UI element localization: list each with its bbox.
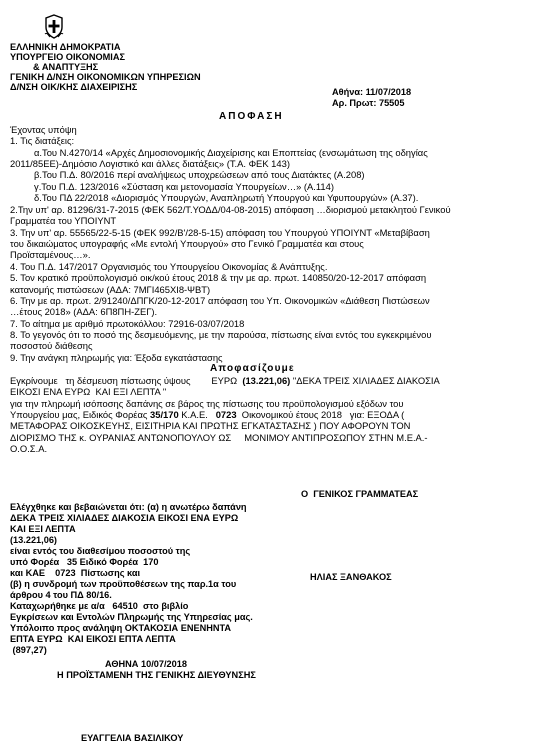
decision-kae-label: Κ.Α.Ε. (178, 409, 216, 420)
header-date: Αθήνα: 11/07/2018 (332, 87, 412, 97)
verification-balance-amount: (897,27) (10, 645, 47, 655)
verification-line-2: ΔΕΚΑ ΤΡΕΙΣ ΧΙΛΙΑΔΕΣ ΔΙΑΚΟΣΙΑ ΕΙΚΟΣΙ ΕΝΑ ΕΥΡΩ (10, 513, 239, 523)
item-2-line2: Γραμματέα του ΥΠΟΙΥΝΤ (10, 215, 117, 226)
considering-heading: Έχοντας υπόψη (10, 124, 77, 135)
decision-line-1 (10, 375, 440, 386)
verification-line-6: υπό Φορέα 35 Ειδικό Φορέα 170 (10, 557, 159, 567)
header-protocol-number: Αρ. Πρωτ: 75505 (332, 98, 405, 108)
item-5-line1: 5. Τον κρατικό προϋπολογισμό οικ/κού έτους 2018 & την με αρ. πρωτ. 140850/20-12-2017 απόφαση (10, 272, 427, 283)
item-6-line1: 6. Την με αρ. πρωτ. 2/91240/ΔΠΓΚ/20-12-2017 απόφαση του Υπ. Οικονομικών «Διάθεση Πιστώσεων (10, 295, 430, 306)
decision-special-body-code: 35/170 (150, 409, 179, 420)
item-8-line2: ποσοστού διάθεσης (10, 340, 93, 351)
header-country: ΕΛΛΗΝΙΚΗ ΔΗΜΟΚΡΑΤΙΑ (10, 42, 121, 52)
item-1: 1. Τις διατάξεις: (10, 135, 75, 146)
signoff-head-name: ΕΥΑΓΓΕΛΙΑ ΒΑΣΙΛΙΚΟΥ (81, 733, 184, 743)
verification-line-7: και ΚΑΕ 0723 Πίστωσης και (10, 568, 141, 578)
general-secretary-title: Ο ΓΕΝΙΚΟΣ ΓΡΑΜΜΑΤΕΑΣ (301, 489, 419, 499)
verification-line-11: Εγκρίσεων και Εντολών Πληρωμής της Υπηρεσίας μας. (10, 612, 253, 622)
item-3-line3: Προϊσταμένους…». (10, 249, 91, 260)
decision-line-4 (10, 409, 404, 420)
header-directorate: Δ/ΝΣΗ ΟΙΚ/ΚΗΣ ΔΙΑΧΕΙΡΙΣΗΣ (10, 82, 138, 92)
document-title: ΑΠΟΦΑΣΗ (219, 111, 284, 122)
verification-line-13: ΕΠΤΑ ΕΥΡΩ ΚΑΙ ΕΙΚΟΣΙ ΕΠΤΑ ΛΕΠΤΑ (10, 634, 176, 644)
item-1d: δ.Του ΠΔ 22/2018 «Διορισμός Υπουργών, Αναπληρωτή Υπουργού και Υφυπουργών» (Α.37). (34, 192, 419, 203)
item-1a-line2: 2011/85ΕΕ)-Δημόσιο Λογιστικό και άλλες διατάξεις» (Τ.Α. ΦΕΚ 143) (10, 158, 290, 169)
decision-line-2: ΕΙΚΟΣΙ ΕΝΑ ΕΥΡΩ ΚΑΙ ΕΞΙ ΛΕΠΤΑ " (10, 386, 167, 397)
item-5-line2: κατανομής πιστώσεων (ΑΔΑ: 7ΜΓΙ465ΧΙ8-ΨΒΤ) (10, 284, 211, 295)
decision-line-6: ΔΙΟΡΙΣΜΟ ΤΗΣ κ. ΟΥΡΑΝΙΑΣ ΑΝΤΩΝΟΠΟΥΛΟΥ ΩΣ ΜΟΝΙΜΟΥ ΑΝΤΙΠΡΟΣΩΠΟΥ ΣΤΗΝ Μ.Ε.Α.- (10, 432, 428, 443)
item-9: 9. Την ανάγκη πληρωμής για: Έξοδα εγκατάστασης (10, 352, 223, 363)
decision-line-7: Ο.Ο.Σ.Α. (10, 443, 48, 454)
header-general-directorate: ΓΕΝΙΚΗ Δ/ΝΣΗ ΟΙΚΟΝΟΜΙΚΩΝ ΥΠΗΡΕΣΙΩΝ (10, 72, 201, 82)
signoff-head-title: Η ΠΡΟΪΣΤΑΜΕΝΗ ΤΗΣ ΓΕΝΙΚΗΣ ΔΙΕΥΘΥΝΣΗΣ (57, 670, 256, 680)
decision-line-3: για την πληρωμή ισόποσης δαπάνης σε βάρος της πίστωσης του προϋπολογισμού εξόδων του (10, 398, 404, 409)
decision-fiscal-year-text: Οικονομικού έτους 2018 για: ΕΞΟΔΑ ( (236, 409, 405, 420)
verification-line-3: ΚΑΙ ΕΞΙ ΛΕΠΤΑ (10, 524, 76, 534)
decision-line-5: ΜΕΤΑΦΟΡΑΣ ΟΙΚΟΣΚΕΥΗΣ, ΕΙΣΙΤΗΡΙΑ ΚΑΙ ΠΡΩΤΗΣ ΕΓΚΑΤΑΣΤΑΣΗΣ ) ΠΟΥ ΑΦΟΡΟΥΝ ΤΟΝ (10, 420, 411, 431)
decision-amount: (13.221,06) (242, 375, 291, 386)
item-1a-line1: α.Του Ν.4270/14 «Αρχές Δημοσιονομικής Διαχείρισης και Εποπτείας (ενσωμάτωση της οδηγίας (34, 147, 428, 158)
verification-line-12: Υπόλοιπο προς ανάληψη ΟΚΤΑΚΟΣΙΑ ΕΝΕΝΗΝΤΑ (10, 623, 232, 633)
decision-approve-text: Εγκρίνουμε τη δέσμευση πίστωσης ύψους ΕΥΡΩ (10, 375, 243, 386)
verification-line-8: (β) η συνδρομή των προϋποθέσεων της παρ.1α του (10, 579, 237, 589)
item-3-line1: 3. Την υπ' αρ. 55565/22-5-15 (ΦΕΚ 992/Β'/28-5-15) απόφαση του Υπουργού ΥΠΟΙΥΝΤ «Μεταβίβαση (10, 227, 430, 238)
general-secretary-name: ΗΛΙΑΣ ΞΑΝΘΑΚΟΣ (310, 572, 392, 582)
decision-ministry-text: Υπουργείου μας, Ειδικός Φορέας (10, 409, 151, 420)
decision-kae-code: 0723 (215, 409, 237, 420)
decision-heading: Αποφασίζουμε (210, 363, 295, 374)
item-2-line1: 2.Την υπ' αρ. 81296/31-7-2015 (ΦΕΚ 562/Τ.ΥΟΔΔ/04-08-2015) απόφαση …διορισμού μετακλητού Γενικού (10, 204, 451, 215)
verification-line-4: (13.221,06) (10, 535, 57, 545)
decision-amount-words-start: "ΔΕΚΑ ΤΡΕΙΣ ΧΙΛΙΑΔΕΣ ΔΙΑΚΟΣΙΑ (290, 375, 440, 386)
item-6-line2: …έτους 2018» (ΑΔΑ: 6Π8ΠΗ-ΖΕΓ). (10, 306, 158, 317)
header-ministry-cont: & ΑΝΑΠΤΥΞΗΣ (33, 62, 99, 72)
verification-line-1: Ελέγχθηκε και βεβαιώνεται ότι: (α) η ανωτέρω δαπάνη (10, 502, 247, 512)
signoff-place-date: ΑΘΗΝΑ 10/07/2018 (105, 659, 187, 669)
header-ministry: ΥΠΟΥΡΓΕΙΟ ΟΙΚΟΝΟΜΙΑΣ (10, 52, 126, 62)
greek-coat-of-arms-emblem (44, 14, 64, 39)
verification-line-5: είναι εντός του διαθεσίμου ποσοστού της (10, 546, 191, 556)
verification-line-9: άρθρου 4 του ΠΔ 80/16. (10, 590, 112, 600)
item-1c: γ.Του Π.Δ. 123/2016 «Σύσταση και μετονομασία Υπουργείων…» (Α.114) (34, 181, 334, 192)
item-7: 7. Το αίτημα με αριθμό πρωτοκόλλου: 72916-03/07/2018 (10, 318, 245, 329)
item-1b: β.Του Π.Δ. 80/2016 περί αναλήψεως υποχρεώσεων από τους Διατάκτες (Α.208) (34, 169, 365, 180)
item-8-line1: 8. Το γεγονός ότι το ποσό της δεσμευόμενης, με την παρούσα, πίστωσης είναι εντός του εγκεκριμένου (10, 329, 432, 340)
item-3-line2: του δικαιώματος υπογραφής «Με εντολή Υπουργού» στο Γενικό Γραμματέα και στους (10, 238, 364, 249)
verification-line-10: Καταχωρήθηκε με α/α 64510 στο βιβλίο (10, 601, 189, 611)
item-4: 4. Του Π.Δ. 147/2017 Οργανισμός του Υπουργείου Οικονομίας & Ανάπτυξης. (10, 261, 328, 272)
